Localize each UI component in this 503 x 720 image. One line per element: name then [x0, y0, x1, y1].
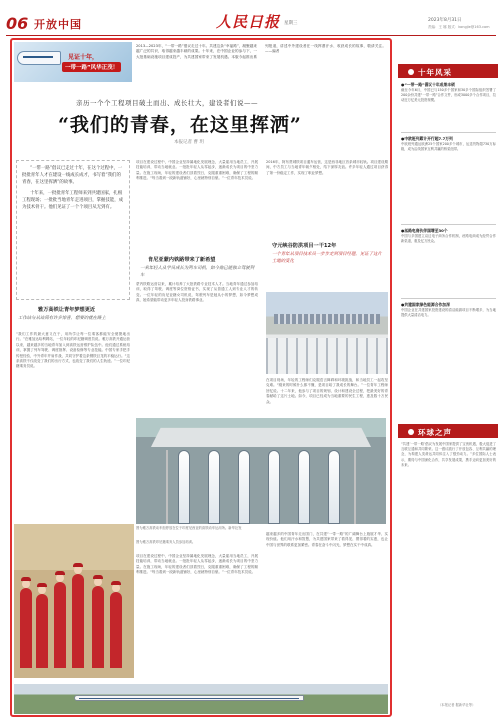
center-deck: 一名年轻人从学员成长为列车司机，如今他已能独立驾驶列车	[140, 266, 255, 278]
section-title: 开放中国	[34, 18, 82, 31]
weekday: 星期三	[284, 21, 298, 26]
sidebar-divider	[401, 224, 496, 225]
sidebar-item-heading: ●中欧班列累计开行超7.7万列	[401, 136, 453, 141]
center-subhead: 肯尼亚蒙内铁路带来了新希望	[148, 257, 216, 263]
center-body-1: 项目在建设过程中，中国企业坚持属地化发展理念，大量雇用当地员工，开展技能培训，带动当地就业。一批批年轻人从零起步，逐渐成长为项目的中坚力量。在施工现场，年轻的建设者们顶着烈日，克服重重困难，确保了工程的顺利推进。“每当看到一段新轨道铺好，心里就特别自豪。”一位青年技术员说。	[136, 160, 258, 181]
right-body-3: 越来越多的中国青年走出国门，在共建“一带一路”的广阔舞台上施展才华、实现价值。他们用汗水和智慧，为共建国家带来了看得见、摸得着的实惠，也让中国与世界的联系更加紧密。青春在奋斗中闪光，梦想在实干中成真。	[266, 532, 388, 547]
project-site-photo	[266, 292, 388, 374]
anniversary-banner	[14, 42, 132, 82]
right-body-1: 2016年，阿布贾城铁项目通车运营，这是西非地区首条城市轻轨。项目建设期间，中方员工与当地青年朝夕相处，结下深厚友谊。许多年轻人通过项目获得了第一份稳定工作，实现了职业梦想。	[266, 160, 388, 175]
sidebar-heading-2	[398, 424, 498, 438]
right-deck: 一个青年从项目技术员一步步走到项目经理，见证了这片土地的变化	[272, 252, 382, 264]
article-byline: 本报记者 曹 玥	[174, 140, 204, 145]
editor-credits: 责编：王 娜 版式：kongjie@163.com	[428, 25, 490, 29]
sidebar-item-heading: ●共建国家绿色能源合作加深	[401, 302, 450, 307]
left-subhead: 雅万高铁让青年梦想更近	[38, 307, 96, 313]
editor-intro: 2013—2023年，“一带一路”倡议走过十年。共建这条“幸福路”，凝聚越来越广泛的共识，取得越来越丰硕的成果。十年来，在中国企业的参与下，一大批基础设施项目建成投产，为共建国家带来了发展机遇。本版今起推出系列报道，讲述中外建设者在一线挥洒汗水、收获成长的故事，敬请关注。——编者	[136, 44, 386, 59]
masthead-divider	[6, 35, 496, 36]
sidebar-heading-text: 环球之声	[418, 428, 452, 437]
crew-photo	[14, 524, 134, 678]
sidebar-heading-1	[398, 64, 498, 78]
railway-landscape-photo	[14, 684, 388, 714]
sidebar-item-text: 中欧班列通达欧洲25个国家200多个城市，运送货物超730万标箱，成为沿线国家互利共赢的桥梁纽带。	[401, 142, 496, 152]
newspaper-logo: 人民日报	[216, 13, 281, 31]
crew-caption: 图为雅万高铁印尼籍乘务人员参加培训。	[136, 540, 196, 544]
sidebar-divider	[401, 132, 496, 133]
sidebar-credit: （本报记者 据新华社等）	[438, 703, 476, 707]
bullet-icon	[408, 69, 414, 75]
train-yard-photo	[136, 418, 386, 524]
right-subhead: 守元峡谷防洪项目一干12年	[272, 243, 337, 249]
left-deck: 工作站与从站间有许多惊喜，想要的就在路上	[18, 316, 106, 321]
sidebar-divider	[401, 298, 496, 299]
sidebar	[398, 38, 498, 718]
pull-quote	[16, 160, 130, 300]
sidebar-item-heading: ●“一带一路”倡议十年成果丰硕	[401, 82, 455, 87]
sidebar-voices-text: “共建‘一带一路’倡议为发展中国家提供了宝贵机遇，极大促进了互联互通和共同繁荣。这一倡议践行了开放包容、互利共赢的理念，为构建人类命运共同体注入了强劲动力。”多位国际人士表示，期待与中国深化合作，共享发展成果，携手迈向更加美好的未来。	[401, 442, 496, 467]
yard-caption: 图为雅万高铁动车组停放在位于印度尼西亚的高铁动车运用所。新华社发	[136, 526, 242, 530]
issue-date: 2023年8月31日	[428, 18, 462, 23]
sidebar-item-text: 中国企业在共建国家投资建设的清洁能源项目不断增多，为当地提供大量清洁电力。	[401, 308, 496, 318]
right-body-2: 在项目现场，年轻的工程师们克服语言障碍和环境挑战，和当地员工一起攻坚克难。“刚来的时候什么都不懂，是项目给了我成长的舞台。”一位青年工程师回忆说。十二年来，他参与了项目的规划、设计和建设全过程，把最美好的青春献给了这片土地。如今，项目已经成为当地重要的民生工程，惠及数十万民众。	[266, 378, 388, 404]
pull-quote-paragraph: 十年来，一批批青年工程师来到共建国家，扎根工程现场；一批批当地青年走进项目，掌握技能，成为技术骨干。他们见证了一个个项目从无到有。	[22, 191, 123, 210]
page-number: 06	[6, 14, 29, 33]
sidebar-item-text: 截至今年6月，中国已与150多个国家和30多个国际组织签署了200余份共建“一带一路”合作文件，形成3000多个合作项目，拉动近万亿美元投资规模。	[401, 88, 496, 103]
left-body: “我们工作的最大意义在于，用所学让每一位乘客都能安全便捷地出行。”在雅加达哈利姆站，一位年轻的印尼籍调度员说。雅万高铁开通运营以来，越来越多的当地青年加入到高铁运营维护队伍中。他们通过系统培训，掌握了列车驾驶、调度指挥、设备检修等专业技能。中国专家手把手传授经验，中外青年并肩作战，共同守护着这条钢铁巨龙的平稳运行。“这条高铁不仅改变了我们的出行方式，也改变了我们的人生轨迹。”一位印尼籍乘务员说。	[16, 332, 130, 369]
train-icon	[17, 51, 61, 65]
center-body-2: 蒙内铁路运营以来，累计培养了大批铁路专业技术人才。当地青年通过参加培训，取得了驾驶、调度等岗位资格证书，实现了从普通工人到专业人才的转变。一位年轻的肯尼亚籍女司机说，驾驶列车是她从小的梦想，如今梦想成真，她希望能带动更多年轻人投身铁路事业。	[136, 282, 258, 303]
center-body-3: 项目在建设过程中，中国企业坚持属地化发展理念，大量雇用当地员工，开展技能培训，带动当地就业。一批批年轻人从零起步，逐渐成长为项目的中坚力量。在施工现场，年轻的建设者们顶着烈日，克服重重困难，确保了工程的顺利推进。“每当看到一段新轨道铺好，心里就特别自豪。”一位青年技术员说。	[136, 554, 258, 575]
sidebar-heading-text: 十年风采	[418, 68, 452, 77]
sidebar-item-text: 中国与多国建立双边电子商务合作机制，丝路电商成为经贸合作新渠道，惠及亿万民众。	[401, 234, 496, 244]
article-kicker: 亲历一个个工程项目破土而出、成长壮大，建设者们说——	[76, 99, 258, 107]
masthead	[0, 0, 503, 38]
bullet-icon	[408, 429, 414, 435]
banner-line-1: 见证十年，	[68, 54, 99, 61]
article-headline: “我们的青春，在这里挥洒”	[58, 114, 302, 136]
banner-line-2: 一带一路”风华正茂！	[62, 62, 121, 72]
sidebar-item-heading: ●丝路电商伙伴国增至30个	[401, 228, 448, 233]
pull-quote-paragraph: “一带一路”倡议已走过十年，在这个过程中，一批批青年人才在建设一线成长成才，书写着“我们的青春，在这里挥洒”的故事。	[22, 166, 123, 185]
